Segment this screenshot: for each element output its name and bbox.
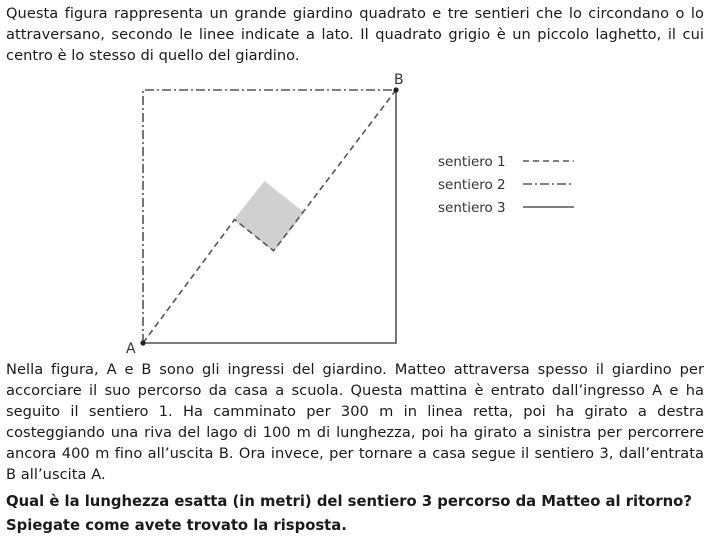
point-b-label: B xyxy=(394,72,404,88)
lake-square xyxy=(235,182,304,251)
question-line-1: Qual è la lunghezza esatta (in metri) del sentiero 3 percorso da Matteo al ritorno? xyxy=(6,493,692,510)
question-line-2: Spiegate come avete trovato la risposta. xyxy=(6,517,347,534)
story-paragraph: Nella figura, A e B sono gli ingressi del giardino. Matteo attraversa spesso il giardino per accorciare il suo percorso da casa a scuola. Questa mattina è entrato dall’ingresso A e ha seguito il sentiero 1. Ha camminato per 300 m in linea retta, poi ha girato a destra costeggiando una riva del lago di 100 m di lunghezza, poi ha girato a sinistra per percorrere ancora 400 m fino all’uscita B. Ora invece, per tornare a casa segue il sentiero 3, dall’entrata B all’uscita A. xyxy=(6,361,704,483)
legend-label-1: sentiero 1 xyxy=(438,154,506,170)
intro-paragraph: Questa figura rappresenta un grande giardino quadrato e tre sentieri che lo circondano o lo attraversano, secondo le linee indicate a lato. Il quadrato grigio è un piccolo laghetto, il cui centro è lo stesso di quello del giardino. xyxy=(6,5,704,64)
point-a-label: A xyxy=(126,341,136,357)
point-a-dot xyxy=(140,340,145,345)
legend-label-2: sentiero 2 xyxy=(438,177,506,193)
legend-label-3: sentiero 3 xyxy=(438,200,506,216)
point-b-dot xyxy=(393,87,398,92)
